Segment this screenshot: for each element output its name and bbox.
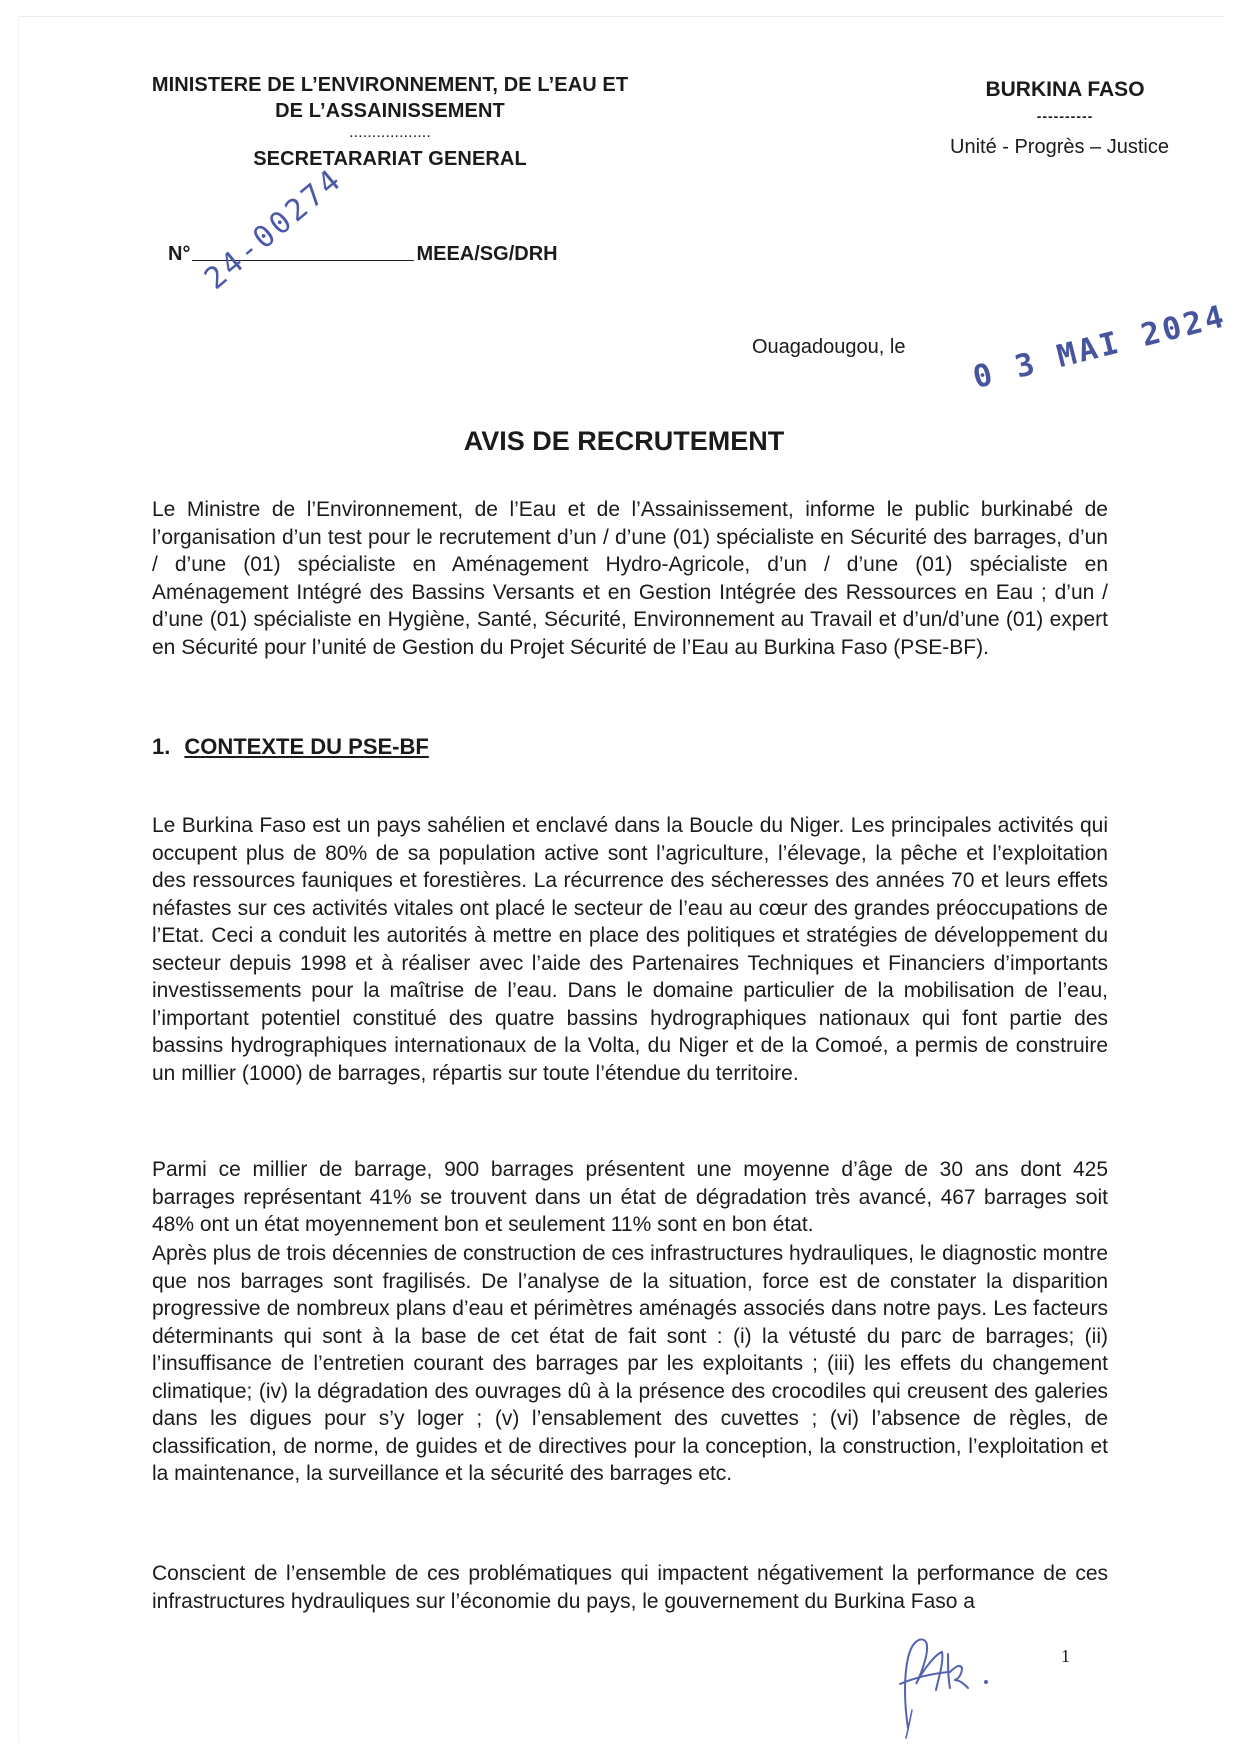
body-paragraph: Conscient de l’ensemble de ces problématiques qui impactent négativement la performance de ces infrastructures hydrauliques sur l’économie du pays, le gouvernement du Burkina Faso a xyxy=(152,1562,1108,1613)
intro-paragraph: Le Ministre de l’Environnement, de l’Eau et de l’Assainissement, informe le public burkinabé de l’organisation d’un test pour le recrutement d’un / d’une (01) spécialiste en Sécurité des barrages, d’un / d’une (01) spécialiste en Aménagement Hydro-Agricole, d’un / d’une (01) spécialiste en Aménagement Intégré des Bassins Versants et en Gestion Intégrée des Ressources en Eau ; d’un / d’une (01) spécialiste en Hygiène, Santé, Sécurité, Environnement au Travail et d’un/d’une (01) expert en Sécurité pour l’unité de Gestion du Projet Sécurité de l’Eau au Burkina Faso (PSE-BF). xyxy=(152,498,1108,659)
section-title: CONTEXTE DU PSE-BF xyxy=(184,734,429,759)
section-heading xyxy=(152,734,429,760)
country-dashes: ---------- xyxy=(1036,108,1094,124)
national-motto: Unité - Progrès – Justice xyxy=(950,136,1169,158)
handwritten-signature xyxy=(878,1610,1008,1740)
body-paragraph: Après plus de trois décennies de construction de ces infrastructures hydrauliques, le diagnostic montre que nos barrages sont fragilisés. De l’analyse de la situation, force est de constater la disparition progressive de nombreux plans d’eau et périmètres aménagés associés dans notre pays. Les facteurs déterminants qui sont à la base de cet état de fait sont : (i) la vétusté du parc de barrages; (ii) l’insuffisance de l’entretien courant des barrages par les exploitants ; (iii) les effets du changement climatique; (iv) la dégradation des ouvrages dû à la présence des crocodiles qui creusent des galeries dans les digues pour s’y loger ; (v) l’ensablement des cuvettes ; (vi) l’absence de règles, de classification, de norme, de guides et de directives pour la conception, la construction, l’exploitation et la maintenance, la surveillance et la sécurité des barrages etc. xyxy=(152,1242,1108,1485)
page-number: 1 xyxy=(1061,1646,1070,1666)
ministry-name-line1: MINISTERE DE L’ENVIRONNEMENT, DE L’EAU ET xyxy=(151,74,629,96)
reference-suffix: MEEA/SG/DRH xyxy=(416,243,558,265)
section-number: 1. xyxy=(152,734,171,759)
stamped-reference-number: 24-00274 xyxy=(198,161,350,297)
stamped-date: 0 3 MAI 2024 xyxy=(969,298,1231,396)
body-paragraph: Le Burkina Faso est un pays sahélien et enclavé dans la Boucle du Niger. Les principales activités qui occupent plus de 80% de sa population active sont l’agriculture, l’élevage, la pêche et l’exploitation des ressources fauniques et forestières. La récurrence des sécheresses des années 70 et leurs effets néfastes sur ces activités vitales ont placé le secteur de l’eau au cœur des grandes préoccupations de l’Etat. Ceci a conduit les autorités à mettre en place des politiques et stratégies de développement du secteur depuis 1998 et à réaliser avec l’aide des Partenaires Techniques et Financiers d’importants investissements pour la maîtrise de l’eau. Dans le domaine particulier de la mobilisation de l’eau, l’important potentiel constitué des quatre bassins hydrographiques nationaux qui font partie des bassins hydrographiques internationaux de la Volta, du Niger et de la Comoé, a permis de construire un millier (1000) de barrages, répartis sur toute l’étendue du territoire. xyxy=(152,814,1108,1085)
dateline-place: Ouagadougou, le xyxy=(752,336,906,358)
ministry-name-line2: DE L’ASSAINISSEMENT xyxy=(275,100,505,122)
country-name: BURKINA FASO xyxy=(985,78,1145,101)
ministry-header xyxy=(150,72,630,172)
ministry-dots: .................. xyxy=(349,124,431,141)
reference-prefix: N° xyxy=(168,243,191,265)
secretariat-name: SECRETARARIAT GENERAL xyxy=(253,148,527,170)
document-title: AVIS DE RECRUTEMENT xyxy=(463,426,785,456)
body-paragraph: Parmi ce millier de barrage, 900 barrages présentent une moyenne d’âge de 30 ans dont 425 barrages représentant 41% se trouvent dans un état de dégradation très avancé, 467 barrages soit 48% ont un état moyennement bon et seulement 11% sont en bon état. xyxy=(152,1158,1108,1236)
